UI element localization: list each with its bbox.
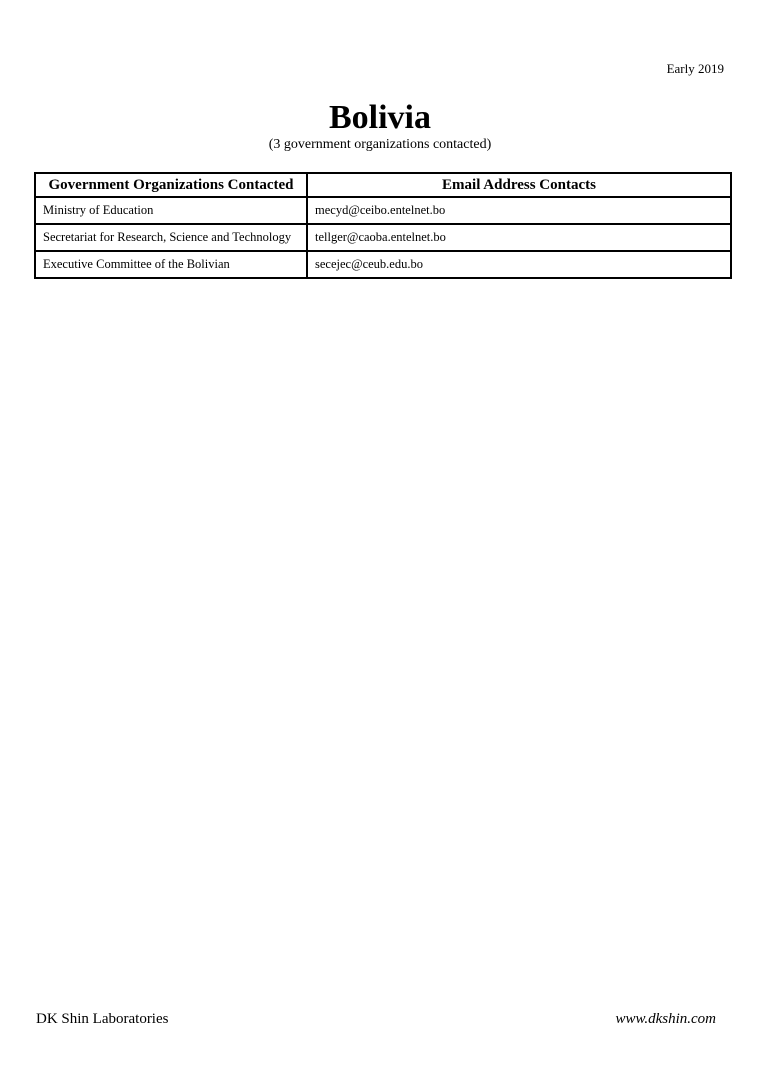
organization-cell: Ministry of Education xyxy=(35,197,307,224)
table-row xyxy=(35,197,731,224)
table-row xyxy=(35,251,731,278)
footer-organization-name: DK Shin Laboratories xyxy=(36,1011,169,1027)
table-header-row xyxy=(35,173,731,197)
email-cell: tellger@caoba.entelnet.bo xyxy=(307,224,731,251)
page-title: Bolivia xyxy=(328,99,432,136)
email-cell: secejec@ceub.edu.bo xyxy=(307,251,731,278)
footer-website-link[interactable]: www.dkshin.com xyxy=(615,1011,716,1027)
table-row xyxy=(35,224,731,251)
page-subtitle: (3 government organizations contacted) xyxy=(268,137,492,152)
email-cell: mecyd@ceibo.entelnet.bo xyxy=(307,197,731,224)
column-header-organizations: Government Organizations Contacted xyxy=(35,173,307,197)
column-header-email: Email Address Contacts xyxy=(307,173,731,197)
organization-cell: Secretariat for Research, Science and Technology xyxy=(35,224,307,251)
organization-cell: Executive Committee of the Bolivian xyxy=(35,251,307,278)
document-date: Early 2019 xyxy=(666,61,724,76)
organizations-table xyxy=(34,172,732,279)
